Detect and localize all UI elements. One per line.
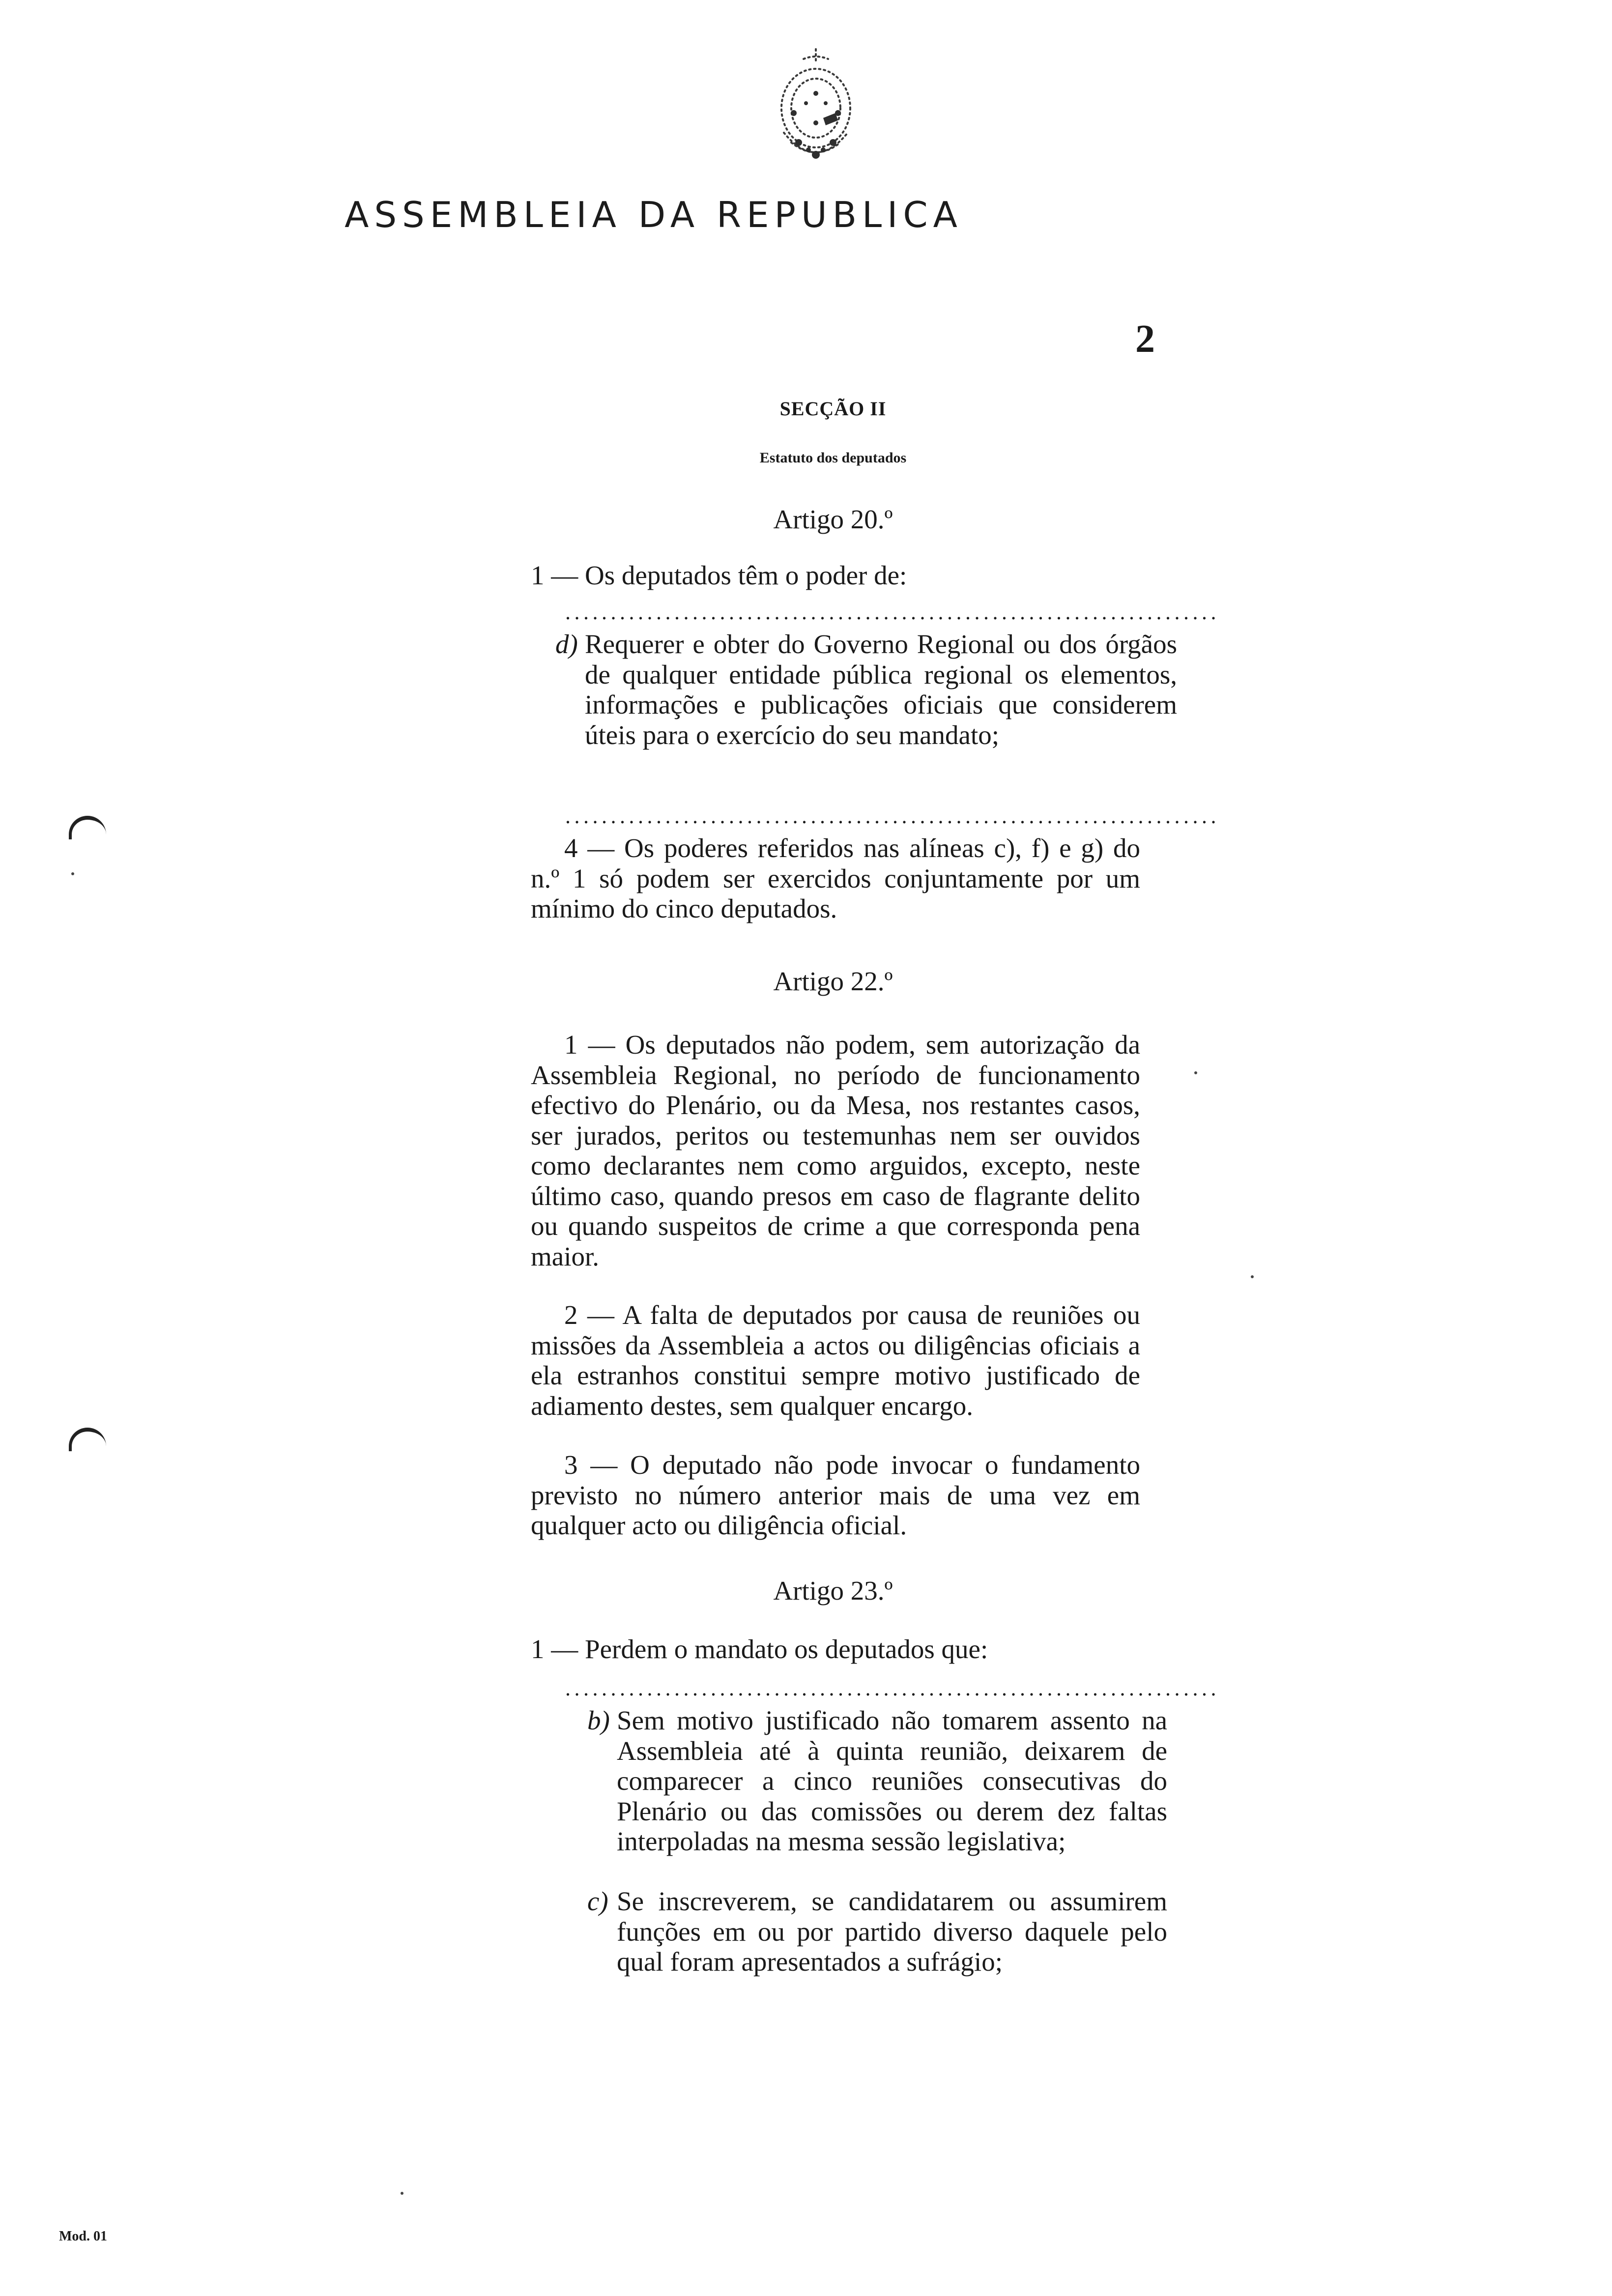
- institution-header: ASSEMBLEIA DA REPUBLICA: [345, 194, 963, 235]
- scan-speck: [1251, 1275, 1254, 1278]
- item-text: Requerer e obter do Governo Regional ou dos órgãos de qualquer entidade pública regional os elementos, informações e publicações oficiais que considerem úteis para o exercício do seu mandato;: [585, 629, 1177, 750]
- ellipsis-separator: ........................................................................: [565, 1676, 1220, 1700]
- binder-hole-mark: [69, 816, 106, 839]
- page-number: 2: [1135, 317, 1155, 361]
- section-subtitle: Estatuto dos deputados: [759, 450, 907, 466]
- article-22-paragraph-2: 2 — A falta de deputados por causa de reuniões ou missões da Assembleia a actos ou diligências oficiais a ela estranhos constitui sempre motivo justificado de adiamento destes, sem qualquer encargo.: [531, 1300, 1140, 1421]
- section-label: SECÇÃO II: [779, 398, 887, 420]
- article-20-paragraph-1: 1 — Os deputados têm o poder de:: [531, 560, 907, 590]
- item-letter: d): [555, 629, 578, 659]
- ellipsis-separator: ........................................................................: [565, 804, 1220, 828]
- article-23-paragraph-1: 1 — Perdem o mandato os deputados que:: [531, 1634, 988, 1664]
- article-22-paragraph-1: 1 — Os deputados não podem, sem autorização da Assembleia Regional, no período de funcionamento efectivo do Plenário, ou da Mesa, nos restantes casos, ser jurados, peritos ou testemunhas nem ser ouvidos como declarantes nem como arguidos, excepto, neste último caso, quando presos em caso de flagrante delito ou quando suspeitos de crime a que corresponda pena maior.: [531, 1030, 1140, 1271]
- article-23-item-b: [587, 1705, 1167, 1857]
- ellipsis-separator: ........................................................................: [565, 600, 1220, 624]
- article-20-paragraph-4: 4 — Os poderes referidos nas alíneas c), f) e g) do n.º 1 só podem ser exercidos conjuntamente por um mínimo do cinco deputados.: [531, 833, 1140, 923]
- scan-speck: [71, 872, 74, 875]
- item-text: Se inscreverem, se candidatarem ou assumirem funções em ou por partido diverso daquele pelo qual foram apresentados a sufrágio;: [617, 1886, 1167, 1977]
- article-20-title: Artigo 20.º: [773, 504, 893, 534]
- scan-speck: [1194, 1071, 1197, 1074]
- item-letter: c): [587, 1886, 608, 1916]
- scan-speck: [401, 2192, 403, 2195]
- item-text: Sem motivo justificado não tomarem assento na Assembleia até à quinta reunião, deixarem de comparecer a cinco reuniões consecutivas do Plenário ou das comissões ou derem dez faltas interpoladas na mesma sessão legislativa;: [617, 1705, 1167, 1856]
- item-letter: b): [587, 1705, 610, 1735]
- article-23-title: Artigo 23.º: [773, 1576, 893, 1606]
- article-22-paragraph-3: 3 — O deputado não pode invocar o fundamento previsto no número anterior mais de uma vez em qualquer acto ou diligência oficial.: [531, 1450, 1140, 1540]
- binder-hole-mark: [69, 1428, 106, 1451]
- article-20-item-d: [555, 629, 1177, 750]
- article-22-title: Artigo 22.º: [773, 966, 893, 996]
- form-model-code: Mod. 01: [59, 2229, 107, 2244]
- article-23-item-c: [587, 1886, 1167, 1977]
- coat-of-arms-seal: [764, 44, 867, 167]
